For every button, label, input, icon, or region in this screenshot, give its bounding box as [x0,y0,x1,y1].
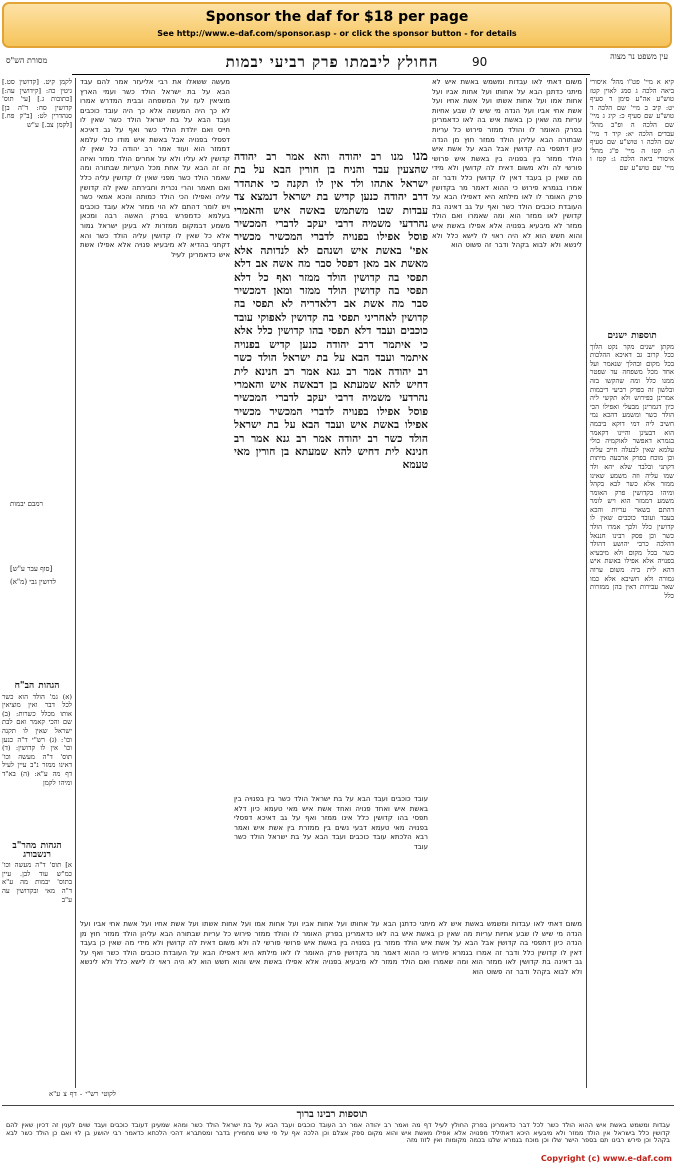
hagahot-bach-text: (א) גמ' הולד הוא כשר לכל דבר ואין מוציאין אותו מכלל כשרות: (ב) שם והכי קאמר ואם לבת ישראל שאין לו תקנה וכו': (ג) רש"י ד"ה כנען וכו' אין לו קדושין: (ד) תוס' ד"ה מעשה וכו' דאינו ממזר נ"ב עיין לעיל דף מה ע"א: (ה) בא"ד ומיהו לקמן [2,692,72,787]
margin-divider-left [586,78,587,1088]
header-rule [72,74,590,75]
page-number: 90 [472,55,488,69]
masoret-tag-3: (מ"א) לדושין גבי [10,578,57,586]
copyright-link[interactable]: Copyright (c) www.e-daf.com [540,1154,672,1163]
masoret-hashas-column [2,78,72,618]
bottom-commentary-text: עבדות ומשמש באשת איש ההוא הולד כשר לכל דבר כדאמרינן בפרק החולץ לעיל דף מה ואמר רב יהודה אמר רב העובד כוכבים ועבד הבא על בת ישראל הולד כשר ומהא שמעינן דעובד כוכבים ועבד שוים לענין זה דכיון שאין להם קדושין כלל בישראל אין הולד ממזר ולא מיבעיא היכא דאתיליד מפנויה אלא אפילו מאשת איש והוא מקום ספק אצלם וכן הלכה אף על פי שיש מחמירין בדבר ומסתברא דהכי הלכתא כדאמר רבי יהושע בן לוי ואם כן הולד כשר לבא בקהל וכן פירש רבינו תם בספר הישר שלו וכן מוכח בגמרא שלנו בכמה מקומות ואין לזוז מזה [6,1122,670,1145]
gemara-continuation-text: עובד כוכבים ועבד הבא על בת ישראל הולד כשר בין בפנויה בין באשת איש ואחד פנויה ואחד אשת איש מאי טעמא כיון דלא תפסי בהו קדושין כלל אינו ממזר ואף על גב דאיכא דפסלי בפנויה מאי טעמא דבעי נשים בין ממזרת בין אשת איש ואמר רבא הלכתא עובד כוכבים ועבד הבא על בת ישראל הולד כשר עובד [234,795,428,851]
footnote-text: לקוטי רש"י - דף צ ע"א [48,1090,116,1098]
footnote-label [6,1090,116,1102]
hagahot-gra-column [2,840,72,940]
daf-page [2,50,674,1162]
rashi-column [432,78,582,918]
sponsor-banner-title[interactable]: Sponsor the daf for $18 per page [205,9,469,25]
gemara-continuation [234,795,428,915]
tosafot-yeshanim-heading: תוספות ישנים [607,331,657,341]
gemara-lead-word: מנו [412,150,428,164]
lower-commentary-text: משום דאתי לאו עבדות ומשמש באשת איש לא מיתני כדתנן הבא על אחותו ועל אחות אביו ועל אחות אמו ועל אחות אשתו ועל אשת אחיו ועל אשת אחי אביו ועל הנדה מי שיש לו שבע אחיות עריות מה שאין כן באשת איש בה לאו כדאמרינן בפרק האומר לו והולד ממזר פירוש כל עריות שבתורה הבא עליהן הולד ממזר חוץ מן הנדה כיון דתפסי בה קדושין אבל הבא על אשת איש הולד ממזר בין בפנויה בין באשת איש פרושי פורשי לה ולא משום דאית לה קדושין ולא מידי מה שאין כן בעבד דאין לו קדושין כלל ודבר זה אמרו בגמרא פירוש כי ההוא דאמר מר בקדושין פרק האומר לו לאו מילתא היא דאפילו הבא על העובדת כוכבים הולד כשר ואף על גב דאינה בת קדושין לאו ממזר הוא ומה שאמרו ואם הולד ממזר לא מיבעיא בפנויה אלא אפילו באשת איש והוא חשש הוא לא היה ראוי לו לישא כלל ולא לינשא ולא לבוא בקהל ודבר זה פשוט הוא [80,920,582,976]
tosafot-text: מעשה ששאלו את רבי אליעזר אמר להם עבד הבא על בת ישראל הולד כשר ועמי הארץ מוציאין לעז על המשפחה ובבית המדרש אמרו לא כך היה המעשה אלא כך היה עובד כוכבים ועבד הבא על בת ישראל הולד כשר שאין לו חייס ואם יולדת הולד כשר ואף על גב דאיכא דפסלי בפנויה אבל באשת איש מודו כולי עלמא דממזר הוא ועוד אמר רב יהודה כל שאין לו קדושין לא עליו ולא על אחרים הולד ממזר ואיזה זה זה הבא על אחת מכל העריות שבתורה ומה שאמר הולד כשר מפני שאין לו קדושין עליה כלל ואם תאמר והרי נכרית וחבירתה שאין לה קדושין עליה ואפילו הכי הולד כמותה והכא אמאי כשר ויש לומר דהתם לא הוי ממזר אלא עובד כוכבים בעלמא כדמפרש בפרק האשה רבה ומכאן משמע דבמקום ממזרות לא בעינן ישראל גמור אלא כל שאין לו קדושין עליה הולד כשר והא דקתני בהדיא לא מיבעיא פנויה אלא אפילו אשת איש כדאמרינן לעיל [80,78,230,259]
running-title: החולץ ליבמתו פרק רביעי יבמות [225,53,439,71]
bottom-divider [2,1105,674,1106]
hagahot-bach-column [2,680,72,820]
rashi-text: משום דאתי לאו עבדות ומשמש באשת איש לא מיתני כדתנן הבא על אחותו ועל אחות אביו ועל אחות אמו ועל אחות אשתו ועל אשת אחיו ועל אשת אחי אביו ועל הנדה מי שיש לו שבע אחיות עריות מה שאין כן באשת איש בה לאו כדאמרינן בפרק האומר לו והולד ממזר פירוש כל עריות שבתורה הבא עליהן הולד ממזר חוץ מן הנדה כיון דתפסי בה קדושין אבל הבא על אשת איש הולד ממזר בין בפנויה בין באשת איש פרושי פורשי לה ולא משום דאית לה קדושין ולא מידי מה שאין כן בעבד דאין לו קדושין כלל ודבר זה אמרו בגמרא פירוש כי ההוא דאמר מר בקדושין פרק האומר לו לאו מילתא היא דאפילו הבא על העובדת כוכבים הולד כשר ואף על גב דאינה בת קדושין לאו ממזר הוא ומה שאמרו ואם הולד ממזר לא מיבעיא בפנויה אלא אפילו באשת איש והוא חשש הוא לא היה ראוי לו לישא כלל ולא לינשא ולא לבוא בקהל ודבר זה פשוט הוא [432,78,582,250]
hagahot-bach-heading: הגהות הב"ח [14,681,60,691]
margin-divider-right [75,78,76,1088]
tosafot-column [80,78,230,918]
lower-commentary [80,920,582,1100]
ein-mishpat-column [590,78,674,328]
gemara-text: מנו רב יהודה והא אמר רב יהודה שהצעין עבד והניח בן חורין הבא על בת ישראל אתהו ולד אין לו תקנה כי אתהדר דרב יהודה כנען קדיש בת ישראל דנמצא צד עבדות שבו משתמש באשה איש והאמרי נהרדעי משמיה דרבי יעקב לדברי המכשיר פוסל אפילו בפנויה לדברי המכשיר מכשיר אפי' באשת איש ושנהם לא לנדותה אלא מאשת אב מאן דפסל סבר מה אשה אב דלא תפסי בה קדושין הולד ממזר ואף כל דלא תפסי בה קדושין הולד ממזר ומאן דמכשיר סבר מה אשת אב דלאדריה לא תפסי בה קדושין לאחריני תפסי בה קדושין לאפוקי עובד כוכבים ועבד דלא תפסי בהו קדושין כלל אלא כי איתמר דרב יהודה כנען קדיש בפנויה איתמר ועבד הבא על בת ישראל הולד כשר רב יהודה אמר רב גנא אמר רב חנינא לית דחיש להא שמעתא בן דבאשה איש והאמרי נהרדעי משמיה דרבי יעקב לדברי המכשיר פוסל אפילו בפנויה לדברי המכשיר מכשיר אפילו באשת איש ועבד הבא על בת ישראל הולד כשר רב יהודה אמר רב גנא אמר רב חנינא לית דחיש להא שמעתא בן חורין מאי טעמא [234,151,428,472]
tosafot-yeshanim-column [590,330,674,1090]
ein-mishpat-text: קיא א מיי' פט"ו מהל' איסורי ביאה הלכה ג סמג לאוין קטז טוש"ע אה"ע סימן ד סעיף יט: קיב ב מיי' שם הלכה ד טוש"ע שם סעיף כ: קיג ג מיי' שם הלכה ה ופ"ב מהל' עבדים הלכה יא: קיד ד מיי' שם הלכה ו טוש"ע שם סעיף ה: קטו ה מיי' פ"ג מהל' איסורי ביאה הלכה ג: קטז ו מיי' שם טוש"ע שם [590,78,674,172]
masoret-hashas-label: מסורת הש"ס [6,56,48,65]
bottom-commentary [6,1122,670,1152]
sponsor-banner-subtitle: See http://www.e-daf.com/sponsor.asp - or click the sponsor button - for details [157,29,517,38]
sponsor-banner[interactable] [2,2,672,48]
hagahot-gra-heading: הגהות מהר"ב רנשבורג [12,841,62,860]
tosafot-yeshanim-text: מקתן ישנים מקר נקט הלוך ככל קרוב גב דאיכא ההלכות בכל מקום ובהלך שנאמר ועל אחד מכל משפחה עד שפטר ממנו כלל ומה שהקשו בזה ובלשון זה בפרק רביעי דיבמות אמרינן בפירוש ולא תקשי ליה כיון דגמרינן מבעלי ואפילו הכי הולד כשר ומשמע דהכא נמי חשיב ליה דמי דוקא ביבמה הוא דבעינן והיינו דקאמר בגמרא דאפשר לאוקמיה כולי עלמא שאין לבעלה חייב עליה וכן מוכח בפרק ארבעה מיתות דקתני ובלבד שלא יהא ולד שמו עליה וזה משמע שאינו ממזר אלא כשר לבא בקהל ומיהו בקדושין פרק האומר משמע דממזר הוא ויש לומר דהתם בשאר עריות והכא בעבד ועובד כוכבים שאין לו קדושין כלל ולכך אמרו הולד כשר וכן פסק רבינו חננאל דהלכה כרבי יהושע דהולד כשר בכל מקום ולא מיבעיא בפנויה אלא אפילו באשת איש דהא לית ביה משום ערוה גמורה ולא חשיבא אלא כמו שאר עבירות דאין בהן ממזרות כלל [590,342,674,600]
ein-mishpat-label: עין משפט נר מצוה [610,52,668,61]
masoret-hashas-text: לקמן קיט. [קדושין סט.] גיטין כה: [קידושין עה:] [כתובות ג.] [עי' תוס' קדושין סח: ד"ה בן] סנהדרין לט: [ב"ק פח.] [לקמן צב.] ע"ש [2,78,72,129]
masoret-tag-1: רמבם יבמות [10,500,43,508]
hagahot-gra-text: א] תוס' ד"ה מעשה וכו' כמ"ש עוד לבן. עיין בתוס' יבמות מה ע"א ד"ה מאי ובקדושין עה ע"ב [2,861,72,904]
gemara-main-column [234,150,428,790]
bottom-commentary-heading: תוספות רבינו ברוך [296,1109,368,1120]
masoret-tag-2: [סוף עבר ע"ש] [10,565,53,573]
